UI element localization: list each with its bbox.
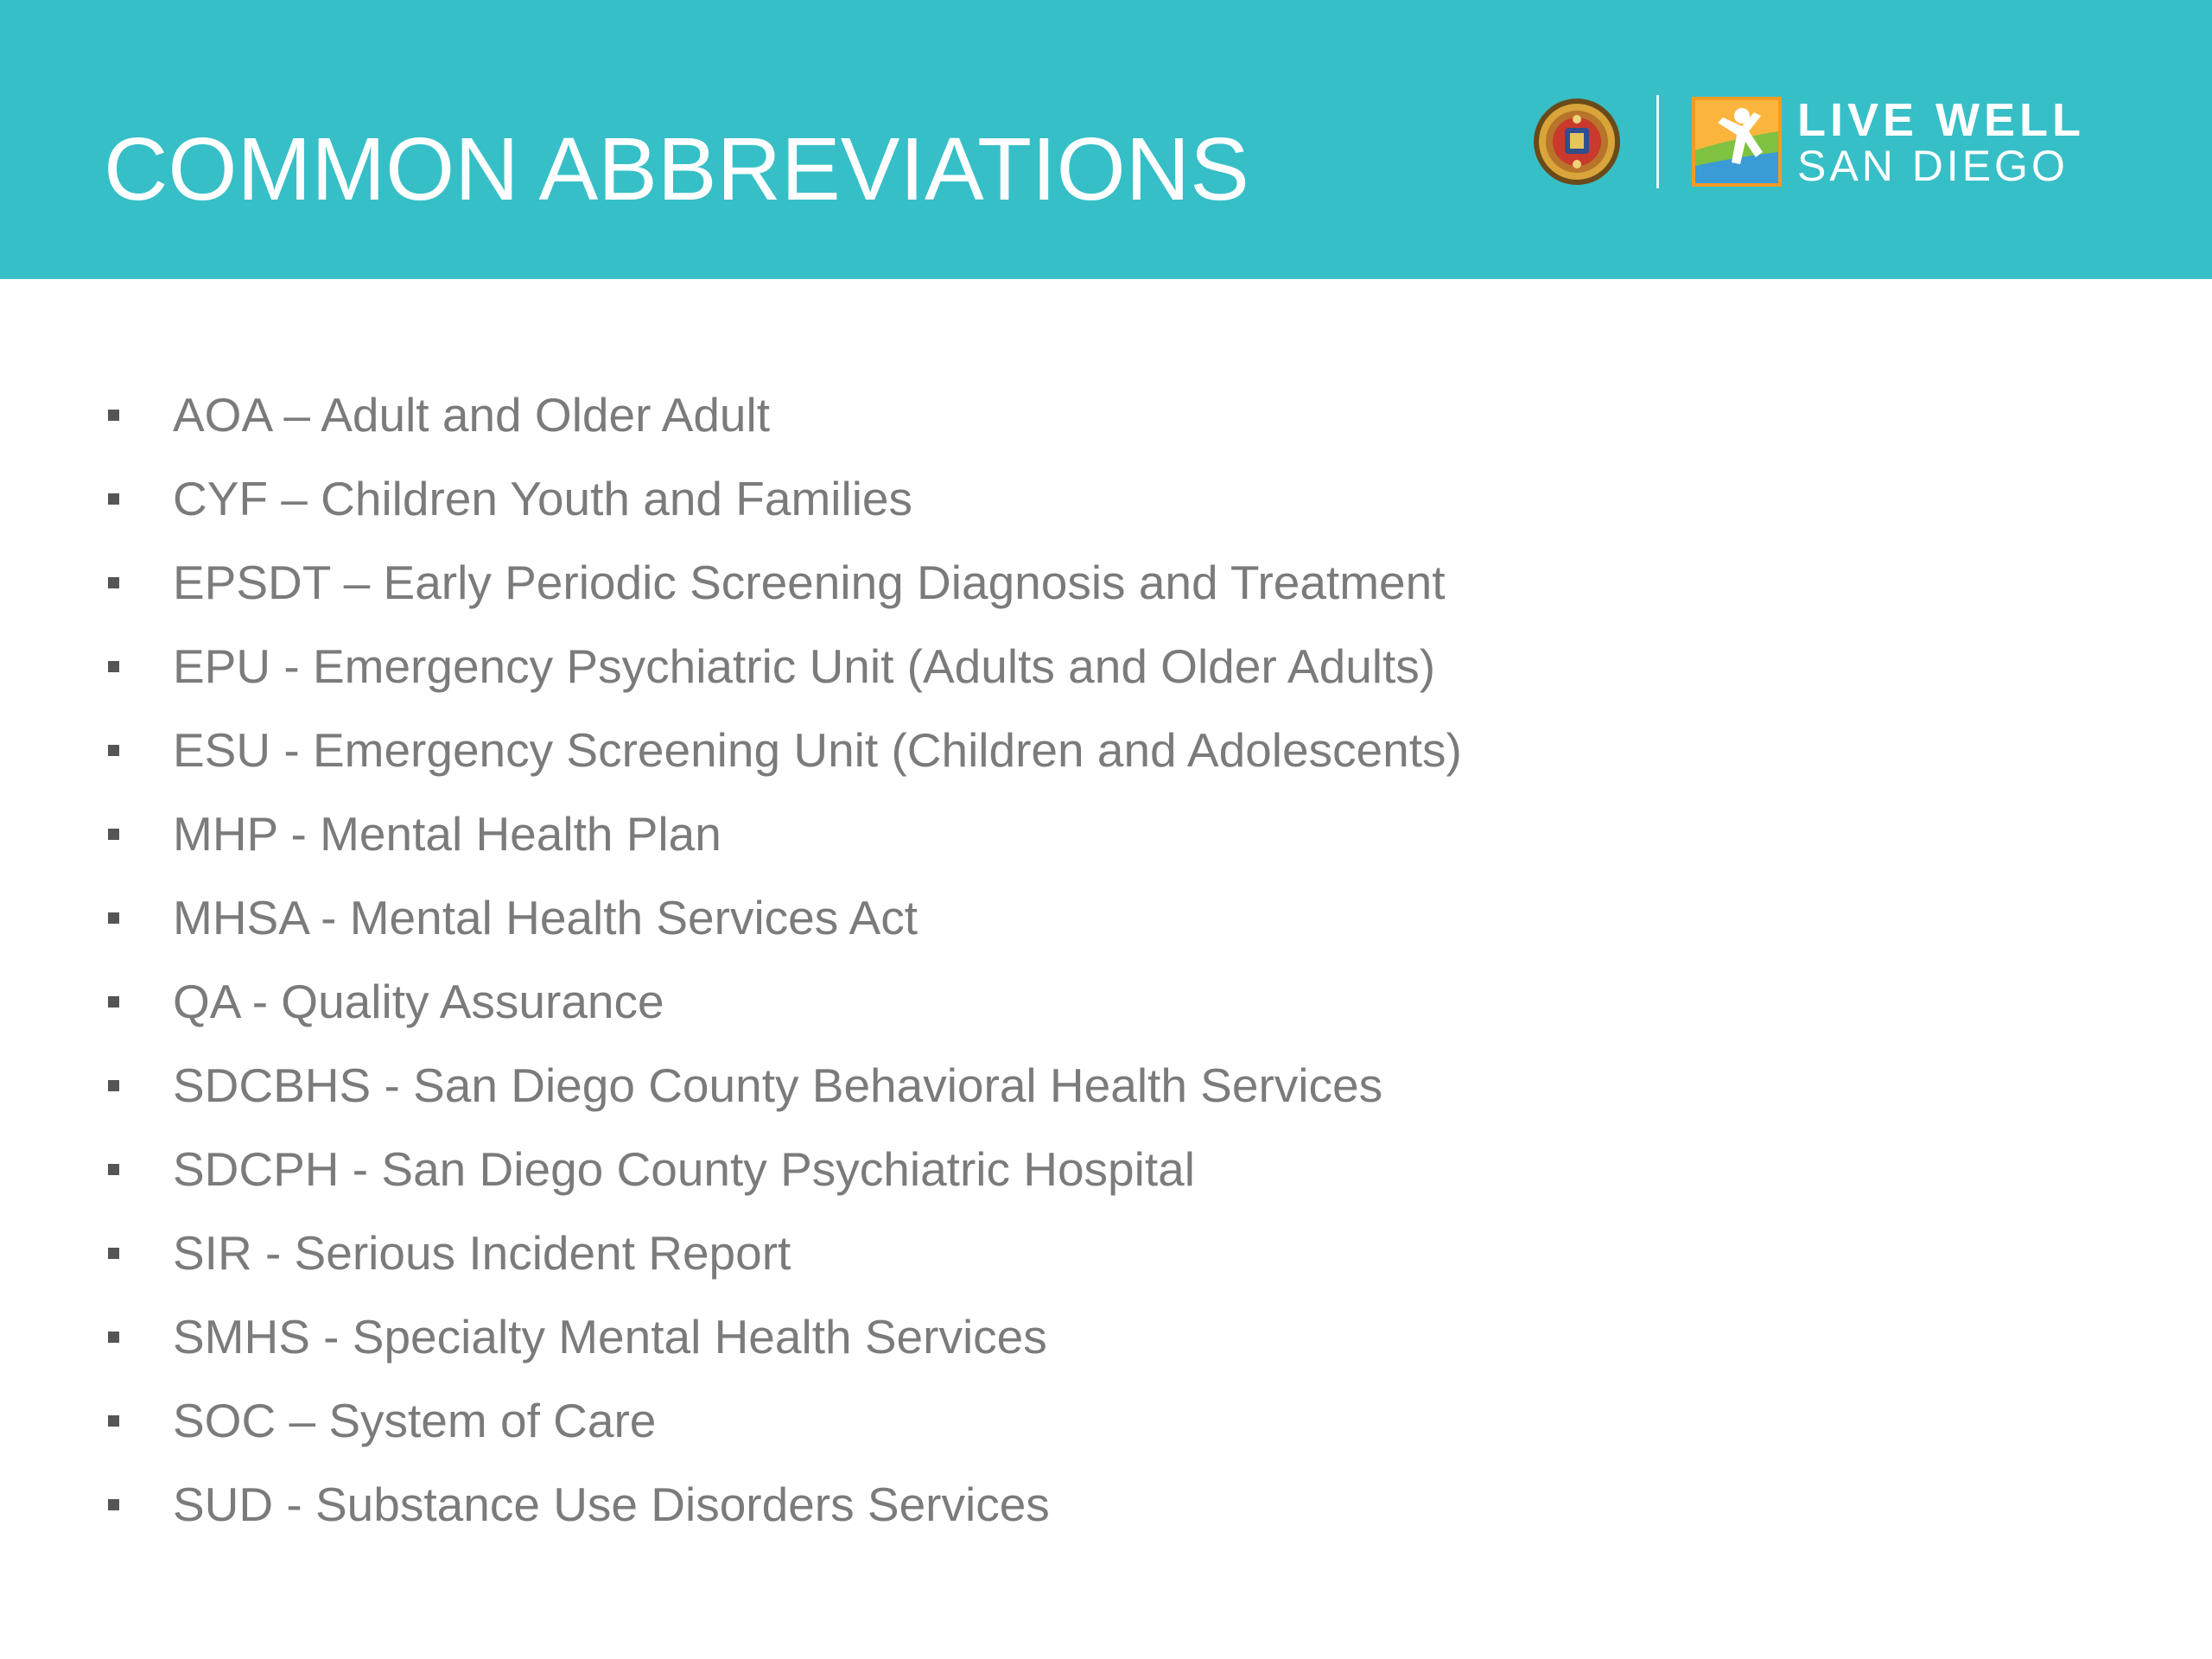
square-bullet-icon	[108, 912, 119, 924]
list-item-text: SMHS - Specialty Mental Health Services	[173, 1310, 1047, 1363]
list-item-text: MHSA - Mental Health Services Act	[173, 891, 918, 944]
list-item-text: SDCPH - San Diego County Psychiatric Hospital	[173, 1142, 1195, 1196]
live-well-figure-icon	[1692, 97, 1782, 187]
live-well-line2: SAN DIEGO	[1797, 142, 2069, 190]
list-item-text: SOC – System of Care	[173, 1394, 657, 1447]
list-item-text: AOA – Adult and Older Adult	[173, 388, 771, 442]
square-bullet-icon	[108, 493, 119, 505]
square-bullet-icon	[108, 661, 119, 672]
page-title: COMMON ABBREVIATIONS	[104, 119, 1249, 219]
square-bullet-icon	[108, 745, 119, 756]
list-item-text: EPU - Emergency Psychiatric Unit (Adults and Older Adults)	[173, 639, 1436, 693]
county-seal-icon	[1532, 97, 1622, 187]
list-item-text: EPSDT – Early Periodic Screening Diagnosis and Treatment	[173, 556, 1446, 609]
list-item-text: SUD - Substance Use Disorders Services	[173, 1478, 1050, 1531]
list-item-text: QA - Quality Assurance	[173, 975, 664, 1028]
live-well-line1: LIVE WELL	[1797, 94, 2085, 146]
square-bullet-icon	[108, 1332, 119, 1343]
square-bullet-icon	[108, 577, 119, 588]
square-bullet-icon	[108, 410, 119, 421]
square-bullet-icon	[108, 1415, 119, 1427]
square-bullet-icon	[108, 829, 119, 840]
list-item-text: SDCBHS - San Diego County Behavioral Health Services	[173, 1058, 1383, 1112]
square-bullet-icon	[108, 1499, 119, 1510]
square-bullet-icon	[108, 1164, 119, 1175]
list-item-text: CYF – Children Youth and Families	[173, 472, 913, 525]
header-banner	[0, 0, 2212, 279]
square-bullet-icon	[108, 1248, 119, 1259]
list-item-text: SIR - Serious Incident Report	[173, 1226, 791, 1280]
square-bullet-icon	[108, 996, 119, 1007]
logo-divider	[1656, 95, 1659, 188]
square-bullet-icon	[108, 1080, 119, 1091]
live-well-wordmark	[1797, 94, 2085, 190]
list-item-text: ESU - Emergency Screening Unit (Children and Adolescents)	[173, 723, 1462, 777]
list-item-text: MHP - Mental Health Plan	[173, 807, 721, 861]
